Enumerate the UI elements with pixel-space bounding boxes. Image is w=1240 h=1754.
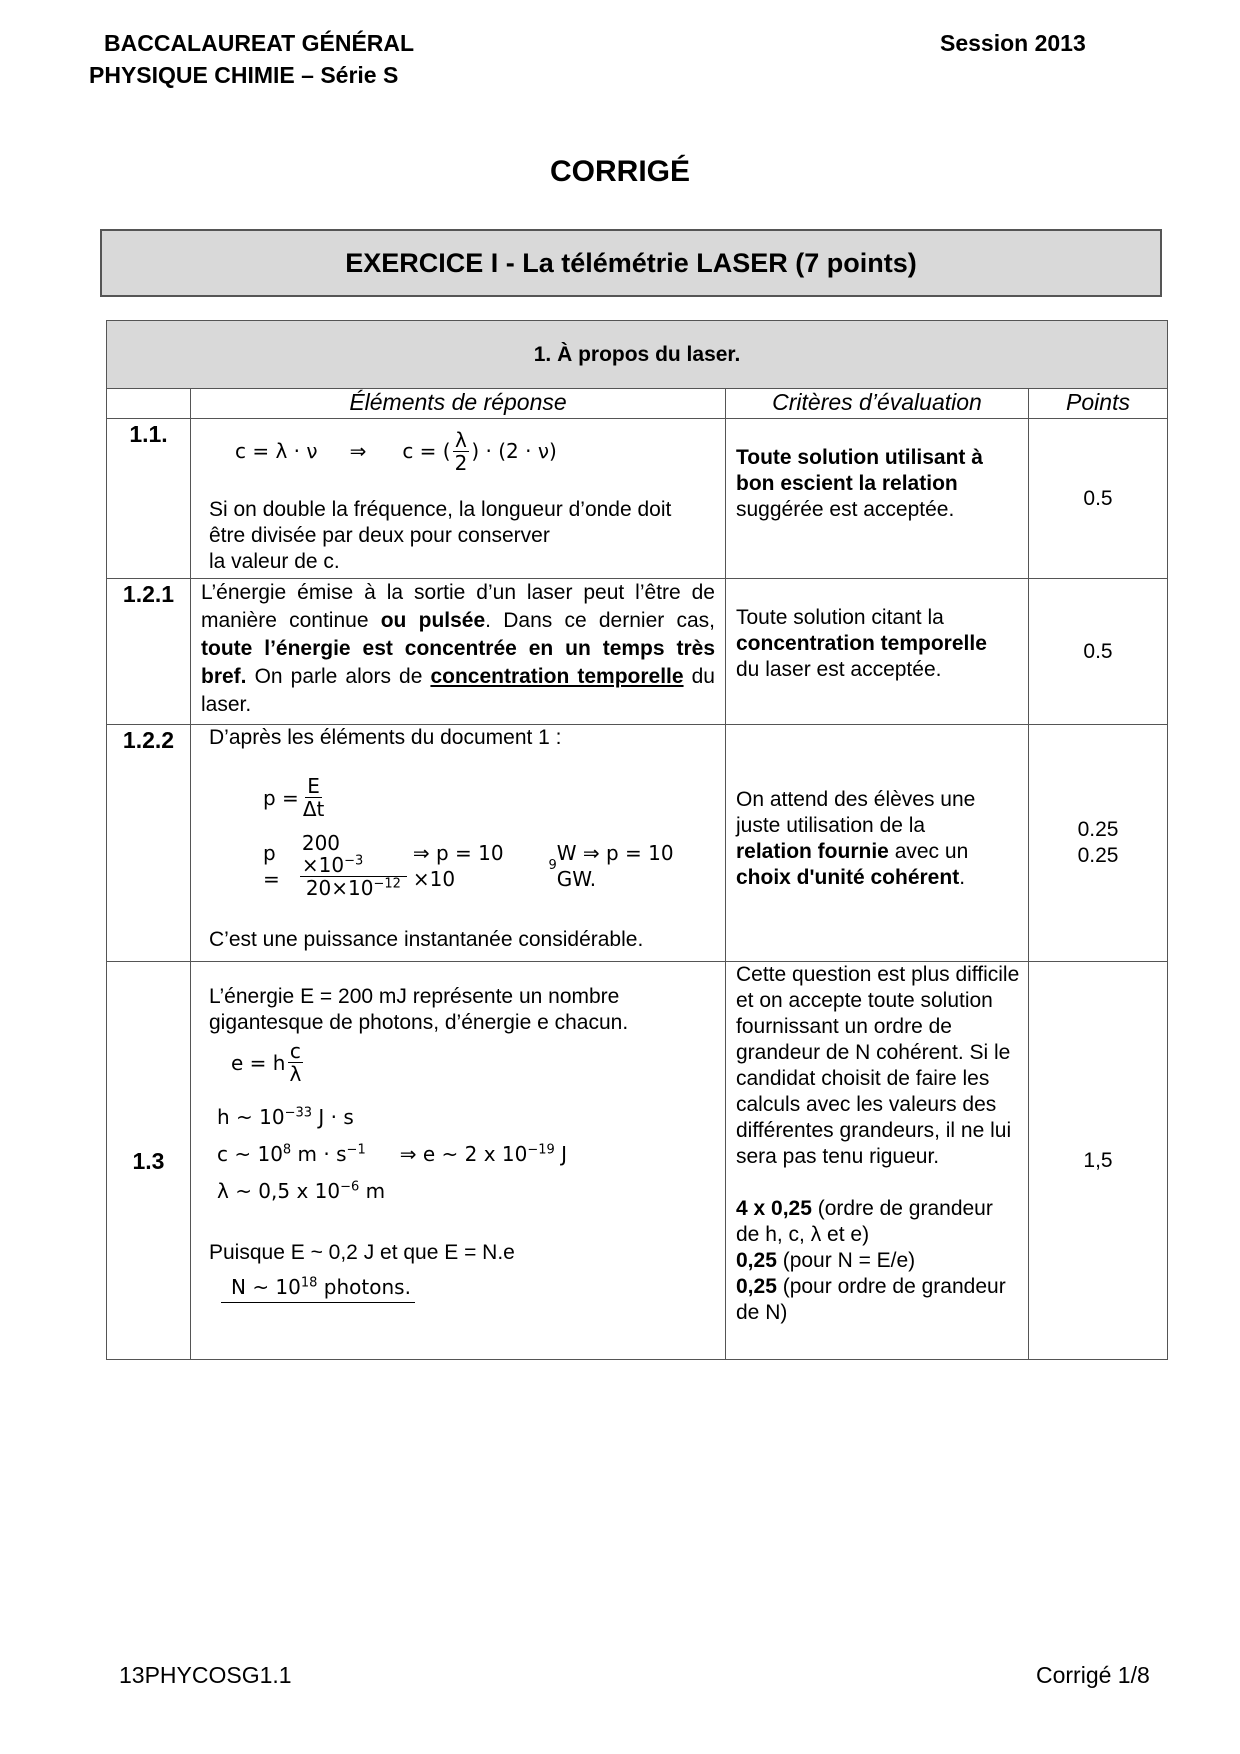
correction-table — [106, 320, 1168, 1360]
column-header-points: Points — [1029, 389, 1168, 419]
question-number: 1.3 — [107, 962, 191, 1360]
question-number: 1.2.2 — [107, 725, 191, 962]
criteria-cell: Toute solution utilisant à bon escient la relation suggérée est acceptée. — [726, 419, 1029, 579]
points-cell: 1,5 — [1029, 962, 1168, 1360]
table-row — [107, 579, 1168, 725]
criteria-cell: Cette question est plus difficile et on accepte toute solution fournissant un ordre de grandeur de N cohérent. Si le candidat choisit de faire les calculs avec les valeurs des différentes grandeurs, il ne lui sera pas tenu rigueur. 4 x 0,25 (ordre de grandeur de h, c, λ et e) 0,25 (pour N = E/e) 0,25 (pour ordre de grandeur de N) — [726, 962, 1029, 1360]
column-header-number — [107, 389, 191, 419]
question-number: 1.2.1 — [107, 579, 191, 725]
points-cell: 0.5 — [1029, 579, 1168, 725]
section-title: 1. À propos du laser. — [107, 321, 1168, 389]
answer-cell: L’énergie E = 200 mJ représente un nombre gigantesque de photons, d’énergie e chacun. e = h $\frac{c}{\lambda}$ h ~ $10^{-33}$ J · s c ~ $10^8$ $m \cdot s^{-1}$ ⇒ e ~ 2 x $10^{-19}$ J λ ~ 0,5 x $10^{-6}$ m Puisque E ~ 0,2 J et que E = N.e N ~ $10^{18}$ photons. — [191, 962, 726, 1360]
result-photon-count: N ~ $10^{18}$ photons. — [221, 1274, 415, 1303]
criteria-cell: On attend des élèves une juste utilisation de la relation fournie avec un choix d'unité cohérent. — [726, 725, 1029, 962]
answer-cell: D’après les éléments du document 1 : p = $\frac{E}{\Delta t}$ p = $\frac{200 \times 10^{-3}}{20\times 10^{-12}}$ ⇒ p = 10 ×10 9 W ⇒ p = 10 GW. C’est une puissance instantanée considérable. — [191, 725, 726, 962]
column-header-criteria: Critères d’évaluation — [726, 389, 1029, 419]
answer-cell: L’énergie émise à la sortie d’un laser peut l’être de manière continue ou pulsée. Dans ce dernier cas, toute l’énergie est concentrée en un temps très bref. On parle alors de concentration temporelle du laser. — [191, 579, 726, 725]
table-row — [107, 962, 1168, 1360]
formula-power: p = $\frac{E}{\Delta t}$ — [263, 774, 325, 821]
page-title: CORRIGÉ — [549, 155, 690, 188]
page-number: Corrigé 1/8 — [1036, 1662, 1150, 1688]
subject-name: PHYSIQUE CHIMIE – Série S — [89, 62, 399, 88]
exercise-title: EXERCICE I - La télémétrie LASER (7 points) — [100, 229, 1162, 297]
table-row — [107, 419, 1168, 579]
points-cell: 0.25 0.25 — [1029, 725, 1168, 962]
table-row — [107, 725, 1168, 962]
formula-wavelength: c = λ · ν ⇒ c = ( $\frac{\lambda}{2}$ ) · (2 · ν) — [235, 427, 557, 475]
points-cell: 0.5 — [1029, 419, 1168, 579]
order-of-magnitude-values: h ~ $10^{-33}$ J · s c ~ $10^8$ $m \cdot s^{-1}$ ⇒ e ~ 2 x $10^{-19}$ J λ ~ 0,5 x $10^{-6}$ m — [217, 1105, 568, 1203]
formula-power-numeric: p = $\frac{200 \times 10^{-3}}{20\times 10^{-12}}$ ⇒ p = 10 ×10 9 W ⇒ p = 10 GW. — [263, 831, 674, 900]
question-number: 1.1. — [107, 419, 191, 579]
session-label: Session 2013 — [940, 30, 1086, 56]
exam-name: BACCALAUREAT GÉNÉRAL — [104, 30, 415, 56]
answer-cell: c = λ · ν ⇒ c = ( $\frac{\lambda}{2}$ ) · (2 · ν) Si on double la fréquence, la longueur d’onde doit être divisée par deux pour conserver la valeur de c. — [191, 419, 726, 579]
column-header-answer: Éléments de réponse — [191, 389, 726, 419]
document-code: 13PHYCOSG1.1 — [119, 1662, 292, 1688]
criteria-cell: Toute solution citant la concentration temporelle du laser est acceptée. — [726, 579, 1029, 725]
formula-photon-energy: e = h $\frac{c}{\lambda}$ — [231, 1039, 302, 1086]
